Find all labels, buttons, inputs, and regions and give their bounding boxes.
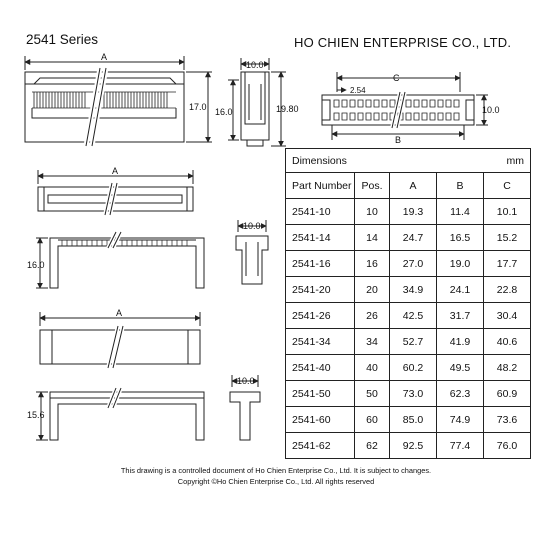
- base-front-view: [27, 388, 204, 440]
- pitch-label: 2.54: [350, 86, 366, 95]
- cell-positions: 60: [355, 407, 390, 433]
- column-header: B: [437, 173, 484, 199]
- base-side-view: [230, 375, 260, 440]
- table-row: [286, 251, 531, 277]
- cell-part-number: 2541-62: [286, 433, 355, 459]
- cover-side-view: [236, 220, 268, 284]
- cell-part-number: 2541-16: [286, 251, 355, 277]
- table-title-cell: [286, 149, 531, 173]
- cell-a: 73.0: [390, 381, 437, 407]
- cell-part-number: 2541-14: [286, 225, 355, 251]
- table-unit: mm: [506, 154, 524, 167]
- table-row: [286, 329, 531, 355]
- side-view: [215, 58, 299, 146]
- dim-10-label-1: 10.0: [246, 60, 264, 70]
- dim-16-label-1: 16.0: [215, 107, 233, 117]
- table-row: [286, 355, 531, 381]
- cell-part-number: 2541-50: [286, 381, 355, 407]
- table-row: [286, 433, 531, 459]
- cell-a: 85.0: [390, 407, 437, 433]
- cell-b: 49.5: [437, 355, 484, 381]
- cell-positions: 40: [355, 355, 390, 381]
- cell-a: 42.5: [390, 303, 437, 329]
- cell-c: 40.6: [484, 329, 531, 355]
- cell-c: 48.2: [484, 355, 531, 381]
- table-row: [286, 277, 531, 303]
- cell-b: 11.4: [437, 199, 484, 225]
- cell-part-number: 2541-10: [286, 199, 355, 225]
- cell-a: 60.2: [390, 355, 437, 381]
- cell-c: 60.9: [484, 381, 531, 407]
- dim-16-label-2: 16.0: [27, 260, 45, 270]
- cell-part-number: 2541-40: [286, 355, 355, 381]
- cover-top-view: [38, 166, 193, 215]
- table-row: [286, 303, 531, 329]
- cell-b: 16.5: [437, 225, 484, 251]
- company-name: HO CHIEN ENTERPRISE CO., LTD.: [294, 35, 512, 50]
- dim-b-label-1: B: [395, 135, 402, 145]
- cell-b: 31.7: [437, 303, 484, 329]
- cell-part-number: 2541-34: [286, 329, 355, 355]
- dim-17-label: 17.0: [189, 102, 207, 112]
- cell-positions: 50: [355, 381, 390, 407]
- cell-a: 92.5: [390, 433, 437, 459]
- cell-a: 24.7: [390, 225, 437, 251]
- dimensions-table: [285, 148, 531, 459]
- column-header: Pos.: [355, 173, 390, 199]
- cell-positions: 14: [355, 225, 390, 251]
- cell-positions: 10: [355, 199, 390, 225]
- cell-positions: 16: [355, 251, 390, 277]
- cell-b: 24.1: [437, 277, 484, 303]
- column-header: Part Number: [286, 173, 355, 199]
- cell-a: 52.7: [390, 329, 437, 355]
- cell-c: 30.4: [484, 303, 531, 329]
- dim-10-label-3: 10.0: [243, 221, 261, 231]
- dim-10-label-4: 10.0: [237, 376, 255, 386]
- cell-c: 15.2: [484, 225, 531, 251]
- cell-b: 77.4: [437, 433, 484, 459]
- assembled-connector-view: [25, 52, 212, 146]
- dim-a-label-3: A: [116, 308, 123, 318]
- cell-c: 22.8: [484, 277, 531, 303]
- cell-a: 34.9: [390, 277, 437, 303]
- column-header: A: [390, 173, 437, 199]
- table-row: [286, 225, 531, 251]
- footer-copyright: Copyright ©Ho Chien Enterprise Co., Ltd. All rights reserved: [177, 477, 375, 486]
- dim-c-label: C: [393, 73, 400, 83]
- dim-15-6-label: 15.6: [27, 410, 45, 420]
- column-header: C: [484, 173, 531, 199]
- cell-a: 19.3: [390, 199, 437, 225]
- cell-b: 74.9: [437, 407, 484, 433]
- cell-positions: 34: [355, 329, 390, 355]
- table-header-row: [286, 173, 531, 199]
- cell-c: 76.0: [484, 433, 531, 459]
- dim-a-label-2: A: [112, 166, 119, 176]
- table-row: [286, 407, 531, 433]
- cell-c: 73.6: [484, 407, 531, 433]
- cell-c: 10.1: [484, 199, 531, 225]
- pin-layout-view: [322, 72, 500, 145]
- cell-a: 27.0: [390, 251, 437, 277]
- footer-notice: This drawing is a controlled document of Ho Chien Enterprise Co., Ltd. It is subject to changes.: [120, 466, 432, 475]
- cover-front-view: [27, 232, 204, 288]
- cell-part-number: 2541-26: [286, 303, 355, 329]
- cell-part-number: 2541-60: [286, 407, 355, 433]
- dim-a-label-1: A: [101, 52, 108, 62]
- contact-teeth: [32, 92, 176, 108]
- series-title: 2541 Series: [26, 32, 99, 47]
- cell-b: 41.9: [437, 329, 484, 355]
- cell-b: 19.0: [437, 251, 484, 277]
- table-title-row: [286, 149, 531, 173]
- cell-positions: 20: [355, 277, 390, 303]
- cell-positions: 62: [355, 433, 390, 459]
- dim-10-label-2: 10.0: [482, 105, 500, 115]
- base-top-view: [40, 308, 200, 368]
- table-row: [286, 199, 531, 225]
- dim-19-8-label: 19.80: [276, 104, 299, 114]
- table-row: [286, 381, 531, 407]
- cell-b: 62.3: [437, 381, 484, 407]
- cell-c: 17.7: [484, 251, 531, 277]
- cell-part-number: 2541-20: [286, 277, 355, 303]
- table-title: Dimensions: [292, 154, 347, 167]
- cell-positions: 26: [355, 303, 390, 329]
